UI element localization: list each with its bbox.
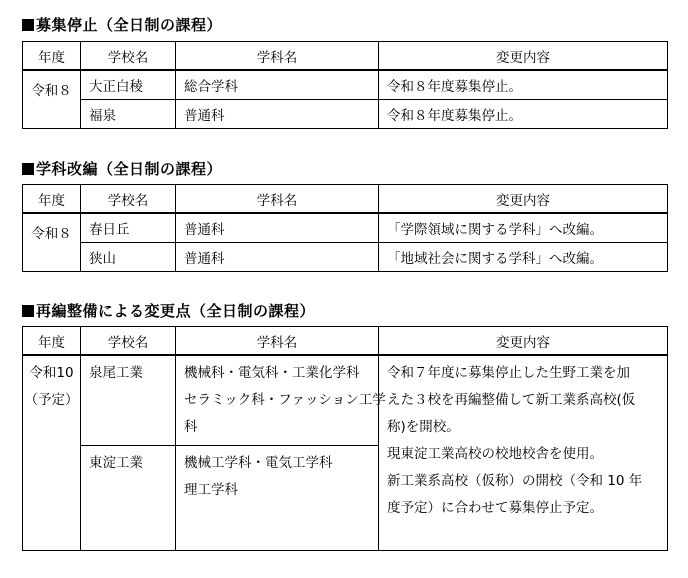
section-title-restructure [22, 300, 315, 321]
year-note: （予定） [24, 392, 79, 408]
change-cell [379, 355, 668, 551]
school-cell: 大正白稜 [81, 70, 176, 100]
school-cell: 春日丘 [81, 213, 176, 243]
header-school: 学校名 [81, 185, 176, 214]
school-cell: 福泉 [81, 100, 176, 129]
dept-cell: 普通科 [176, 213, 379, 243]
square-bullet-icon [22, 19, 34, 31]
header-change: 変更内容 [379, 42, 668, 71]
table-row [23, 355, 668, 446]
school-cell [81, 446, 176, 551]
school-cell: 狭山 [81, 243, 176, 272]
table-row [23, 243, 668, 272]
header-change: 変更内容 [379, 185, 668, 214]
dept-cell [176, 446, 379, 551]
section-title-recruitment-stop [22, 14, 222, 35]
header-school: 学校名 [81, 327, 176, 356]
section-title-text: 学科改編（全日制の課程） [36, 160, 223, 178]
table-row [23, 70, 668, 100]
table-row [23, 213, 668, 243]
header-year: 年度 [23, 42, 81, 71]
change-line: 新工業系高校（仮称）の開校（令和 10 年 [387, 473, 643, 489]
dept-line: 機械科・電気科・工業化学科 [184, 365, 360, 381]
table-row [23, 100, 668, 129]
change-cell: 令和８年度募集停止。 [379, 100, 668, 129]
dept-line: 理工学科 [184, 482, 238, 498]
school-name: 東淀工業 [89, 455, 143, 471]
header-dept: 学科名 [176, 327, 379, 356]
dept-line: 機械工学科・電気工学科 [184, 455, 333, 471]
school-name: 泉尾工業 [89, 365, 143, 381]
change-line: 令和７年度に募集停止した生野工業を加 [387, 365, 630, 381]
change-line: 度予定）に合わせて募集停止予定。 [387, 500, 603, 516]
restructure-table [22, 326, 668, 551]
change-line: 現東淀工業高校の校地校舎を使用。 [387, 446, 603, 462]
section-title-text: 募集停止（全日制の課程） [36, 16, 223, 34]
year-cell: 令和８ [23, 213, 81, 272]
year-line: 令和10 [29, 365, 74, 381]
header-year: 年度 [23, 327, 81, 356]
dept-cell: 普通科 [176, 100, 379, 129]
header-change: 変更内容 [379, 327, 668, 356]
change-line: えた３校を再編整備して新工業系高校(仮 [387, 392, 636, 408]
section-title-text: 再編整備による変更点（全日制の課程） [36, 302, 316, 320]
header-dept: 学科名 [176, 185, 379, 214]
header-dept: 学科名 [176, 42, 379, 71]
header-year: 年度 [23, 185, 81, 214]
square-bullet-icon [22, 163, 34, 175]
year-cell: 令和８ [23, 70, 81, 129]
change-line: 称)を開校。 [387, 419, 460, 435]
header-school: 学校名 [81, 42, 176, 71]
dept-reorg-table [22, 184, 668, 272]
change-cell: 「地域社会に関する学科」へ改編。 [379, 243, 668, 272]
year-cell [23, 355, 81, 551]
section-title-dept-reorg [22, 158, 222, 179]
change-cell: 令和８年度募集停止。 [379, 70, 668, 100]
dept-cell: 普通科 [176, 243, 379, 272]
dept-line: セラミック科・ファッション工学 [184, 392, 386, 408]
dept-cell: 総合学科 [176, 70, 379, 100]
change-cell: 「学際領域に関する学科」へ改編。 [379, 213, 668, 243]
dept-line: 科 [184, 419, 198, 435]
school-cell [81, 355, 176, 446]
dept-cell [176, 355, 386, 446]
square-bullet-icon [22, 305, 34, 317]
recruitment-stop-table [22, 41, 668, 129]
